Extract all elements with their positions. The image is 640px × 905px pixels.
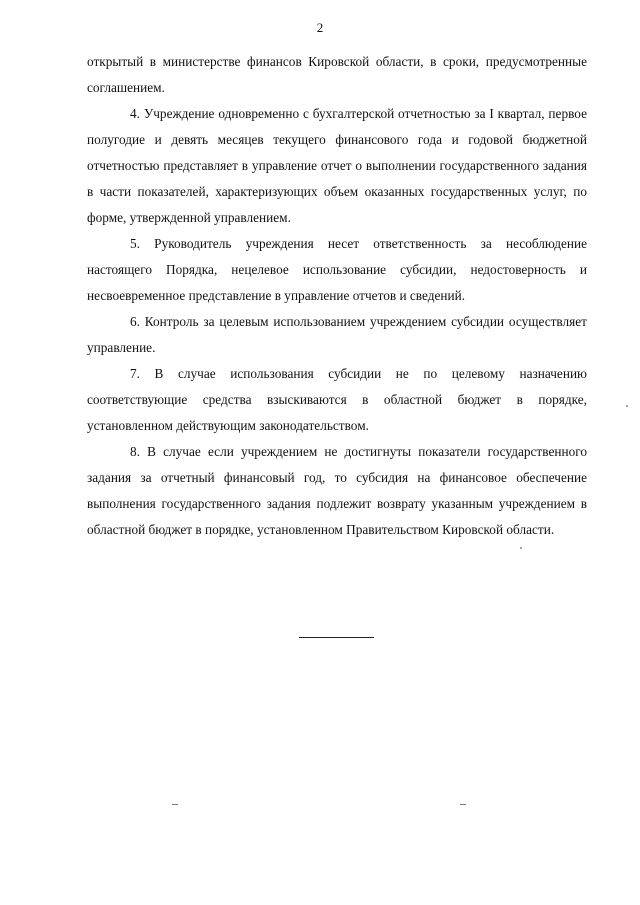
document-body: [87, 49, 587, 543]
paragraph-continuation: открытый в министерстве финансов Кировской области, в сроки, предусмотренные соглашением.: [87, 54, 587, 95]
paragraph-item-7: 7. В случае использования субсидии не по целевому назначению соответствующие средства взыскиваются в областной бюджет в порядке, установленном действующим законодательством.: [87, 366, 587, 433]
paragraph-item-6: 6. Контроль за целевым использованием учреждением субсидии осуществляет управление.: [87, 314, 587, 355]
end-separator-line: [299, 637, 374, 638]
paragraph-item-8: 8. В случае если учреждением не достигнуты показатели государственного задания за отчетный финансовый год, то субсидия на финансовое обеспечение выполнения государственного задания подлежит возврату указанным учреждением в областной бюджет в порядке, установленном Правительством Кировской области.: [87, 444, 587, 537]
scan-speck: [172, 804, 178, 805]
page-number: 2: [316, 20, 324, 35]
scan-speck: [626, 405, 628, 407]
paragraph-item-5: 5. Руководитель учреждения несет ответственность за несоблюдение настоящего Порядка, нецелевое использование субсидии, недостоверность и несвоевременное представление в управление отчетов и сведений.: [87, 236, 587, 303]
paragraph-item-4: 4. Учреждение одновременно с бухгалтерской отчетностью за I квартал, первое полугодие и девять месяцев текущего финансового года и годовой бюджетной отчетностью представляет в управление отчет о выполнении государственного задания в части показателей, характеризующих объем оказанных государственных услуг, по форме, утвержденной управлением.: [87, 106, 587, 225]
scan-speck: [460, 804, 466, 805]
scan-speck: [520, 547, 522, 549]
